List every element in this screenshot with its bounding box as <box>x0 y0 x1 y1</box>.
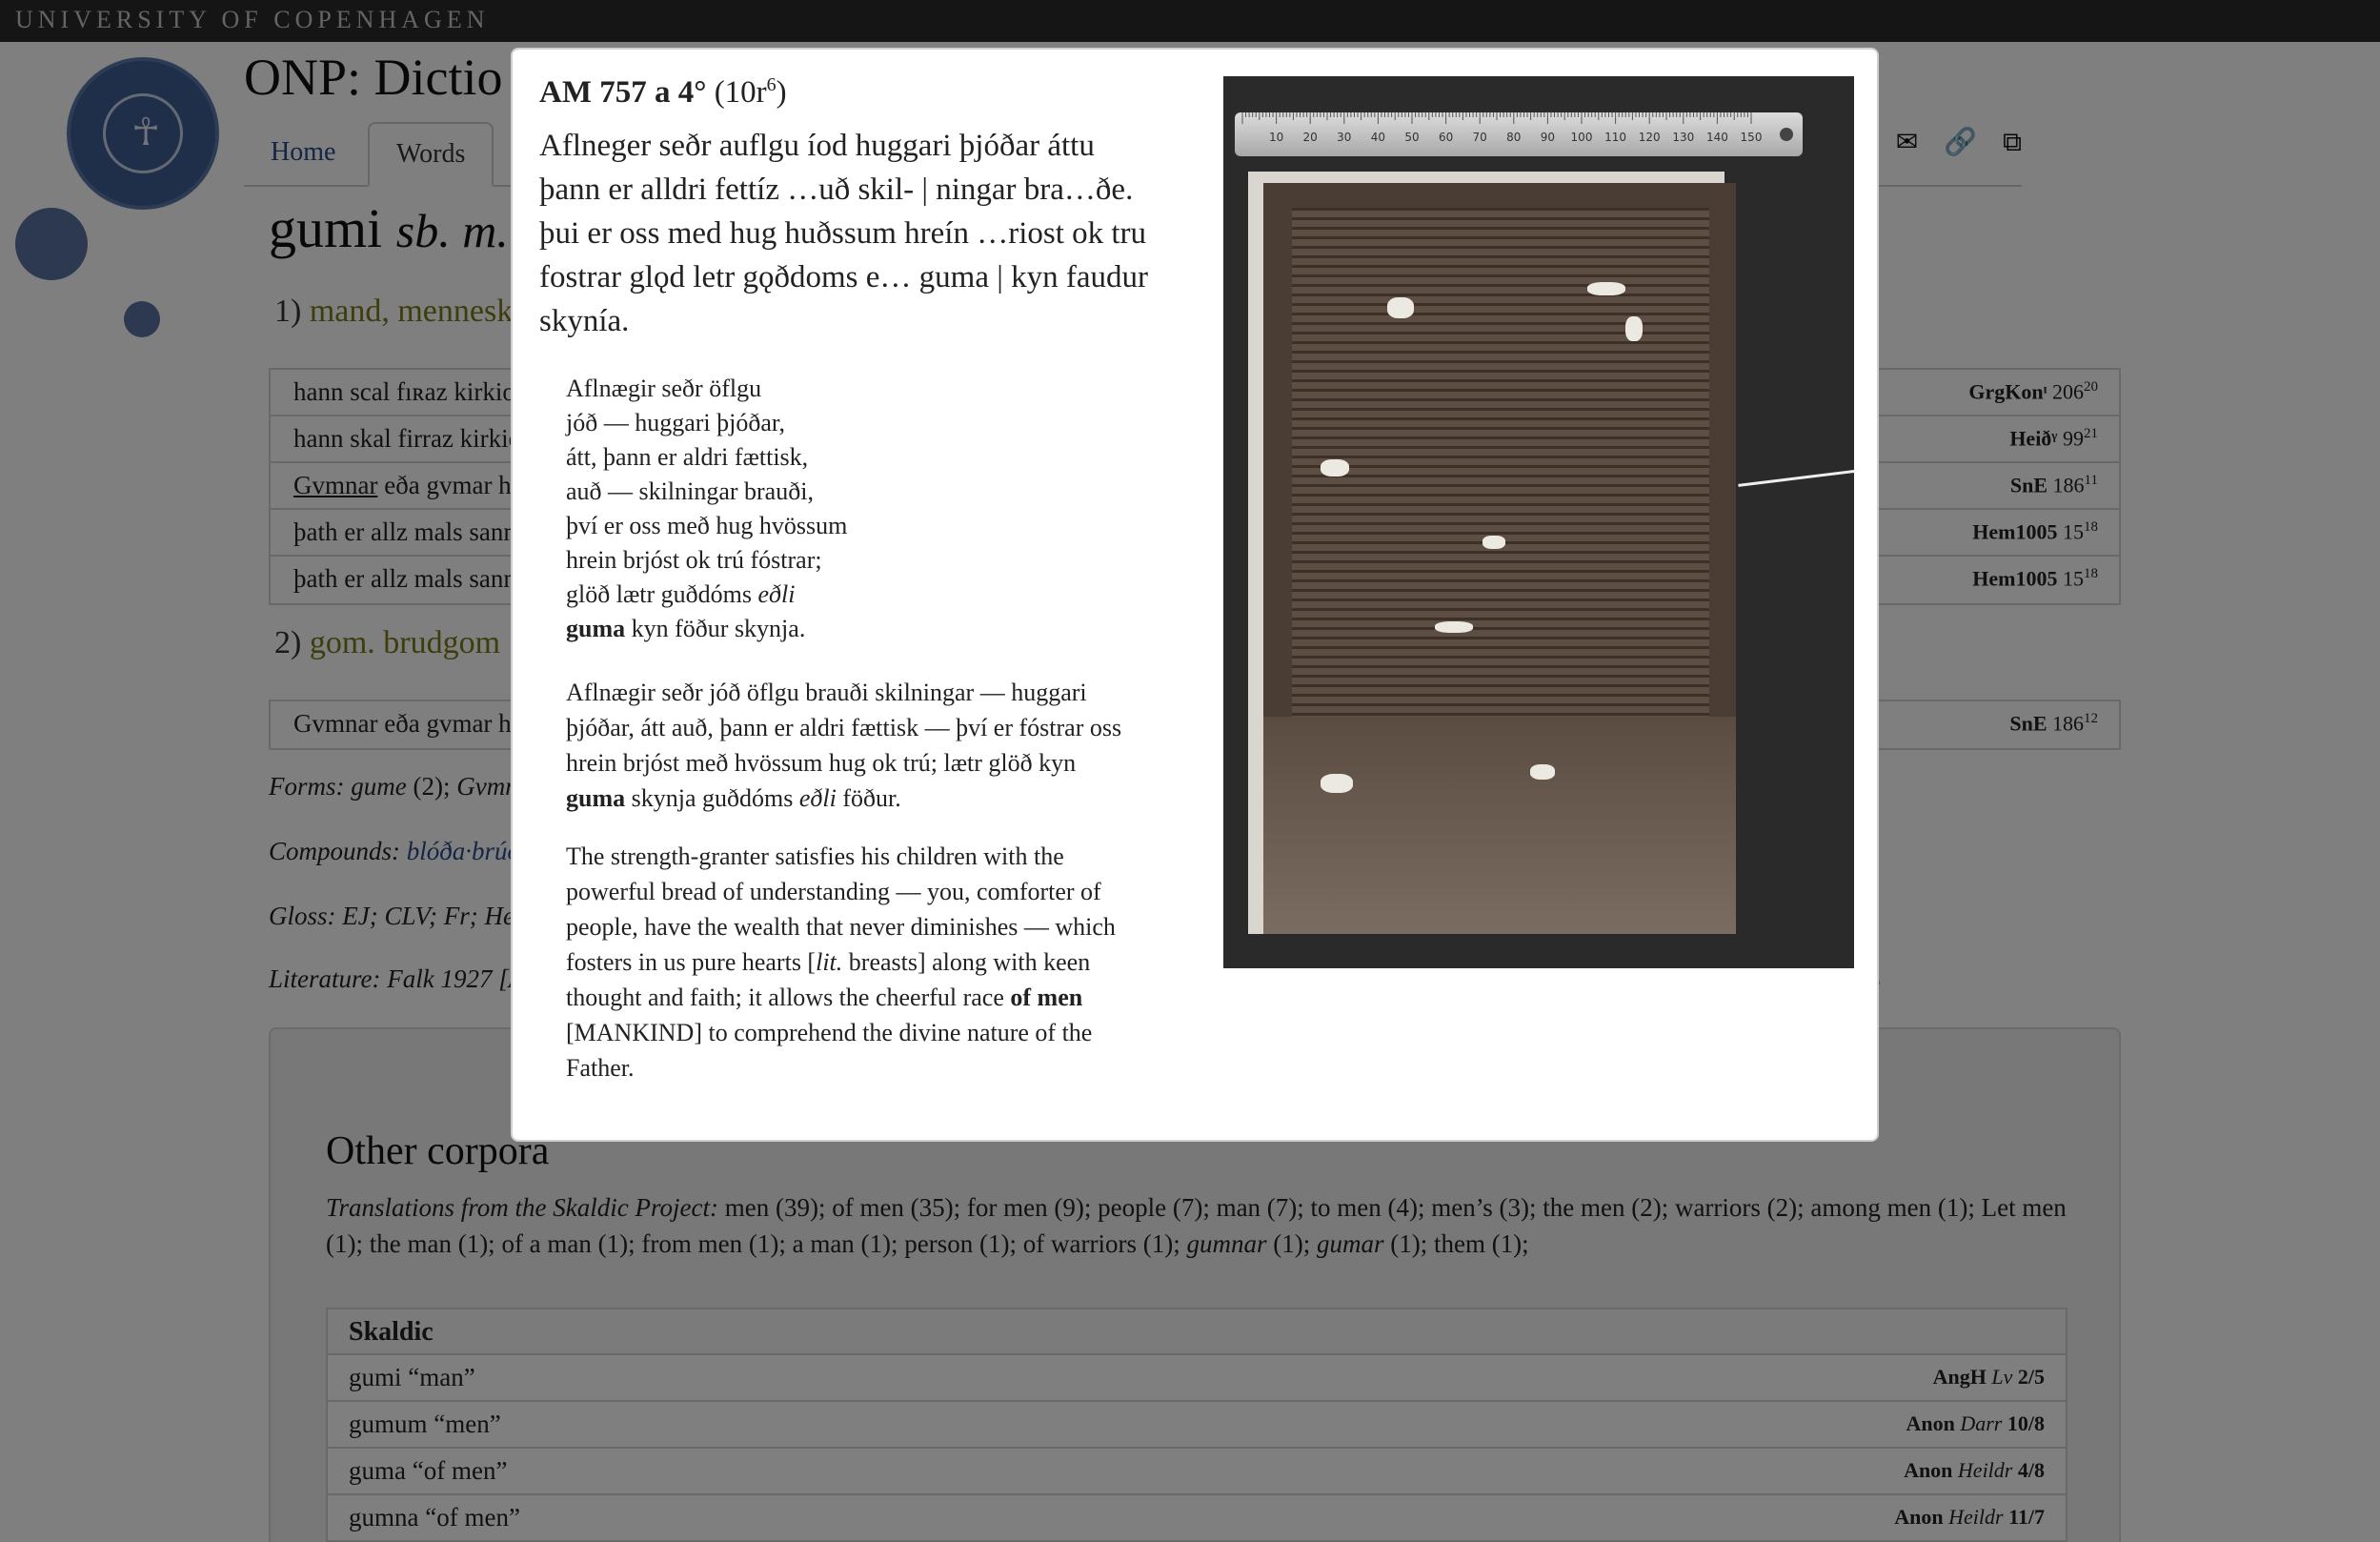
verse-line: átt, þann er aldri fættisk, <box>566 443 809 471</box>
manuscript-hole <box>1482 536 1505 549</box>
diplomatic-line: þann er alldri fettíz …uð skil- | ningar bra…ðe. <box>539 172 1134 207</box>
ruler-label: 10 <box>1268 131 1284 144</box>
manuscript-modal <box>511 48 1879 1142</box>
ruler-label: 60 <box>1438 131 1454 144</box>
ruler-label: 140 <box>1705 131 1728 144</box>
modal-title <box>539 74 787 111</box>
ruler-label: 90 <box>1540 131 1556 144</box>
verse-line: glöð lætr guðdóms eðli <box>566 580 796 608</box>
translation-line: Father. <box>566 1054 635 1082</box>
prose-line: þjóðar, átt auð, þann er aldri fættisk — því er fóstrar oss <box>566 714 1122 741</box>
normalized-verse <box>566 372 847 646</box>
manuscript-writing <box>1292 208 1709 741</box>
manuscript-lower-margin <box>1263 717 1736 934</box>
ruler-label: 150 <box>1740 131 1763 144</box>
ruler-label: 20 <box>1302 131 1318 144</box>
translation-line: The strength-granter satisfies his children with the <box>566 842 1064 870</box>
manuscript-photo[interactable] <box>1223 76 1854 968</box>
ruler-label: 30 <box>1337 131 1352 144</box>
diplomatic-transcription <box>539 124 1206 343</box>
manuscript-thread <box>1738 469 1854 487</box>
manuscript-hole <box>1321 774 1353 793</box>
manuscript-hole <box>1530 764 1555 780</box>
verse-line: auð — skilningar brauði, <box>566 477 814 505</box>
ruler-label: 70 <box>1472 131 1487 144</box>
ruler <box>1235 112 1803 156</box>
diplomatic-line: þui er oss med hug huðssum hreín …riost ok tru <box>539 216 1147 251</box>
prose-line: hrein brjóst með hvössum hug ok trú; lætr glöð kyn <box>566 749 1077 777</box>
ruler-label: 110 <box>1604 131 1627 144</box>
prose-line: Aflnægir seðr jóð öflgu brauði skilningar — huggari <box>566 679 1087 706</box>
prose-line: guma skynja guðdóms eðli föður. <box>566 784 901 812</box>
manuscript-siglum: AM 757 a 4° <box>539 75 707 110</box>
translation-line: people, have the wealth that never diminishes — which <box>566 913 1116 941</box>
verse-line: Aflnægir seðr öflgu <box>566 375 762 402</box>
manuscript-hole <box>1625 316 1643 341</box>
translation-line: powerful bread of understanding — you, comforter of <box>566 878 1101 905</box>
ruler-label: 80 <box>1506 131 1522 144</box>
manuscript-hole <box>1435 621 1473 633</box>
verse-line: guma kyn föður skynja. <box>566 615 806 642</box>
diplomatic-line: Aflneger seðr auflgu íod huggari þjóðar áttu <box>539 129 1095 163</box>
ruler-ticks <box>1235 112 1803 156</box>
manuscript-hole <box>1587 282 1625 295</box>
manuscript-leaf <box>1263 183 1736 934</box>
diplomatic-line: skynía. <box>539 304 630 338</box>
verse-line: því er oss með hug hvössum <box>566 512 848 539</box>
manuscript-folio: $(10r^6)$ <box>714 74 787 110</box>
ruler-hole <box>1780 128 1793 141</box>
ruler-label: 40 <box>1370 131 1386 144</box>
verse-line: jóð — huggari þjóðar, <box>566 409 786 436</box>
manuscript-hole <box>1321 459 1349 477</box>
verse-line: hrein brjóst ok trú fóstrar; <box>566 546 822 574</box>
ruler-label: 130 <box>1672 131 1695 144</box>
translation-line: thought and faith; it allows the cheerful race of men <box>566 984 1083 1011</box>
ruler-label: 50 <box>1404 131 1420 144</box>
translation-line: fosters in us pure hearts [lit. breasts] along with keen <box>566 948 1091 976</box>
ruler-label: 120 <box>1638 131 1661 144</box>
prose-order <box>566 675 1121 816</box>
english-translation <box>566 839 1116 1085</box>
manuscript-hole <box>1387 297 1414 318</box>
translation-line: [MANKIND] to comprehend the divine nature of the <box>566 1019 1093 1046</box>
ruler-label: 100 <box>1570 131 1593 144</box>
diplomatic-line: fostrar glǫd letr gǫðdoms e… guma | kyn faudur <box>539 260 1148 294</box>
